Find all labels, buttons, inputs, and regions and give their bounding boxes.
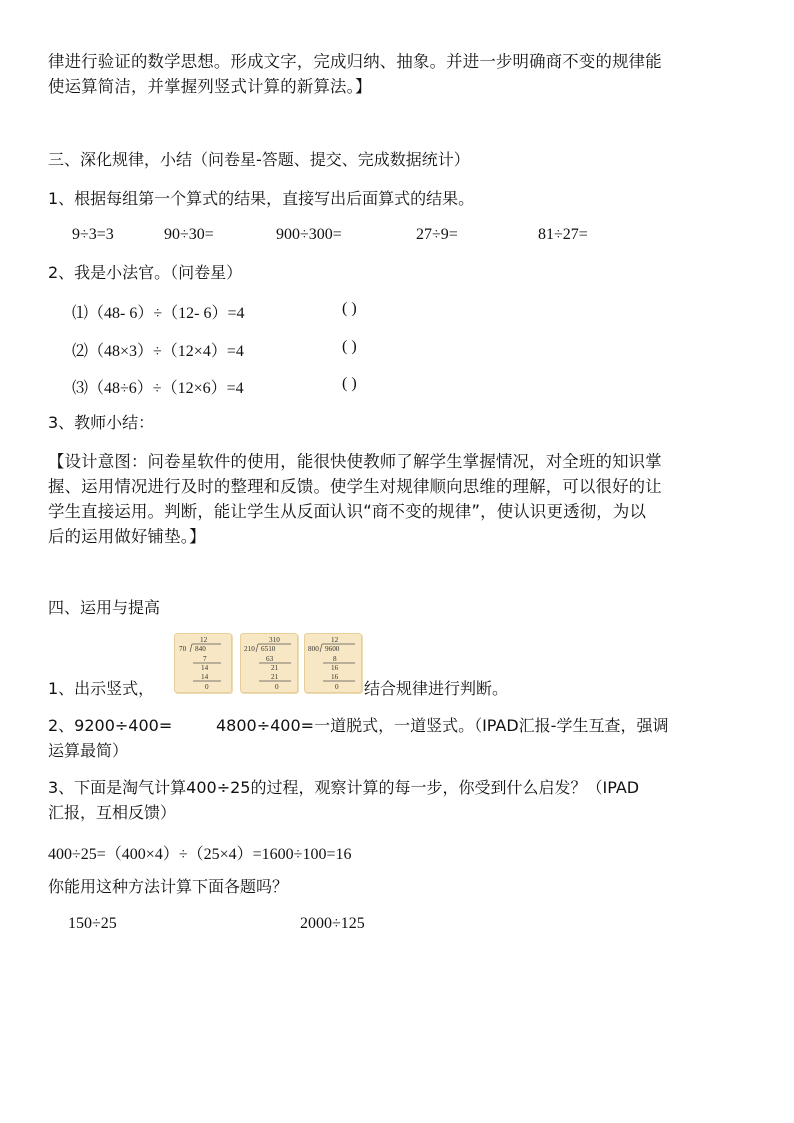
item-4-3-line-2: 汇报，互相反馈）: [48, 803, 177, 822]
item-4-3-line-1: 3、下面是淘气计算400÷25的过程，观察计算的每一步，你受到什么启发？（IPAD: [48, 778, 640, 797]
exercise-1: 150÷25: [68, 915, 117, 932]
card-1-divisor: 70: [179, 645, 187, 653]
design-line-1: 【设计意图：问卷星软件的使用，能很快使教师了解学生掌握情况，对全班的知识掌: [48, 452, 662, 471]
design-line-4: 后的运用做好铺垫。】: [48, 527, 206, 546]
item-3-title: 3、教师小结：: [48, 413, 155, 432]
card-2-dividend: 6510: [261, 645, 276, 653]
card-1-step3: 14: [201, 673, 209, 681]
card-2-step2: 21: [271, 664, 279, 672]
long-division-card-1: [174, 633, 232, 693]
intro-line-1: 律进行验证的数学思想。形成文字，完成归纳、抽象。并进一步明确商不变的规律能: [48, 52, 662, 71]
intro-paragraph: [48, 49, 754, 99]
item-4-2-part-b: 4800÷400=一道脱式，一道竖式。（IPAD汇报-学生互查，强调: [216, 716, 669, 735]
intro-line-2: 使运算简洁，并掌握列竖式计算的新算法。】: [48, 77, 372, 96]
worked-example: 400÷25=（400×4）÷（25×4）=1600÷100=16: [48, 846, 352, 863]
long-division-card-3: [304, 633, 362, 693]
card-1-step1: 7: [203, 655, 207, 663]
item-4-1-suffix: 结合规律进行判断。: [364, 679, 509, 698]
item-4-2-line-2: 运算最简）: [48, 741, 129, 760]
card-2-remainder: 0: [275, 683, 279, 691]
expression-3: 900÷300=: [276, 226, 342, 243]
judge-expr-2: ⑵（48×3）÷（12×4）=4: [72, 343, 244, 360]
long-division-card-2: [240, 633, 298, 693]
design-line-2: 握、运用情况进行及时的整理和反馈。使学生对规律顺向思维的理解，可以很好的让: [48, 477, 662, 496]
card-1-step2: 14: [201, 664, 209, 672]
section-3-heading: 三、深化规律，小结（问卷星-答题、提交、完成数据统计）: [48, 150, 470, 169]
card-3-remainder: 0: [335, 683, 339, 691]
card-1-remainder: 0: [205, 683, 209, 691]
item-4-2-part-a: 2、9200÷400=: [48, 716, 173, 735]
expression-4: 27÷9=: [416, 226, 458, 243]
card-2-divisor: 210: [244, 645, 255, 653]
card-3-quotient: 12: [331, 636, 339, 644]
expression-1: 9÷3=3: [72, 226, 114, 243]
card-2-quotient: 310: [269, 636, 280, 644]
design-line-3: 学生直接运用。判断，能让学生从反面认识“商不变的规律”，使认识更透彻，为以: [48, 502, 647, 521]
item-1-title: 1、根据每组第一个算式的结果，直接写出后面算式的结果。: [48, 189, 475, 208]
card-3-divisor: 800: [308, 645, 319, 653]
exercise-2: 2000÷125: [300, 915, 365, 932]
card-3-step1: 8: [333, 655, 337, 663]
card-1-dividend: 840: [195, 645, 206, 653]
card-3-step3: 16: [331, 673, 339, 681]
expression-5: 81÷27=: [538, 226, 588, 243]
section-4-heading: 四、运用与提高: [48, 598, 161, 617]
judge-blank-2[interactable]: ( ): [342, 338, 357, 355]
item-4-1-prefix: 1、出示竖式，: [48, 679, 155, 698]
card-2-step3: 21: [271, 673, 279, 681]
card-3-step2: 16: [331, 664, 339, 672]
expression-2: 90÷30=: [164, 226, 214, 243]
judge-blank-3[interactable]: ( ): [342, 375, 357, 392]
card-1-quotient: 12: [200, 636, 208, 644]
practice-question: 你能用这种方法计算下面各题吗？: [48, 877, 289, 896]
judge-expr-3: ⑶（48÷6）÷（12×6）=4: [72, 380, 244, 397]
card-2-step1: 63: [266, 655, 274, 663]
judge-blank-1[interactable]: ( ): [342, 300, 357, 317]
card-3-dividend: 9600: [325, 645, 340, 653]
judge-expr-1: ⑴（48- 6）÷（12- 6）=4: [72, 305, 245, 322]
design-intent-paragraph: [48, 449, 754, 549]
item-2-title: 2、我是小法官。（问卷星）: [48, 263, 243, 282]
